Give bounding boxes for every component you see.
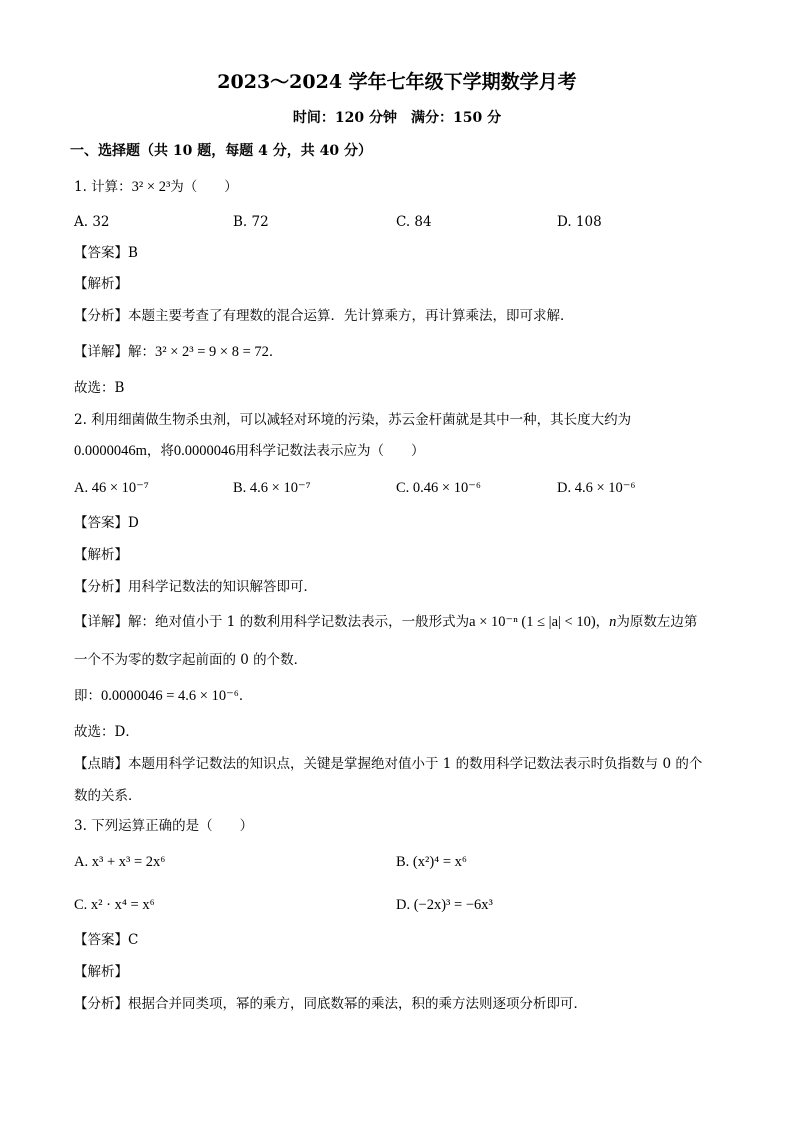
q2-ji-expression: 0.0000046 = 4.6 × 10⁻⁶ xyxy=(101,688,239,704)
q1-answer: 【答案】B xyxy=(74,245,138,261)
q2-detail-expression: a × 10⁻ⁿ (1 ≤ |a| < 10) xyxy=(469,614,596,630)
page-subtitle: 时间：120 分钟 满分：150 分 xyxy=(292,110,502,126)
q2-stem-text-d: 用科学记数法表示应为（ ） xyxy=(235,443,425,459)
q3-analysis: 【分析】根据合并同类项，幂的乘方，同底数幂的乘法，积的乘方法则逐项分析即可． xyxy=(74,996,587,1012)
q2-detail-text-c: 为原数左边第 xyxy=(616,614,698,630)
q3-answer: 【答案】C xyxy=(74,932,139,948)
q2-option-a: A. 46 × 10⁻⁷ xyxy=(74,480,149,496)
q2-stem-text-b: ，将 xyxy=(146,443,174,459)
q2-number: 0.0000046 xyxy=(173,443,236,459)
q2-dianjing-line1: 【点睛】本题用科学记数法的知识点，关键是掌握绝对值小于 1 的数用科学记数法表示时负指数与 0 的个 xyxy=(74,756,703,772)
q2-ji xyxy=(74,686,734,706)
q2-choice: 故选：D． xyxy=(74,724,139,740)
q2-option-c: C. 0.46 × 10⁻⁶ xyxy=(396,480,481,496)
q1-choice: 故选：B xyxy=(74,380,125,396)
question-1-stem xyxy=(74,177,734,197)
q2-detail-line2: 一个不为零的数字起前面的 0 的个数． xyxy=(74,652,308,668)
q1-option-c: C. 84 xyxy=(396,214,432,230)
q2-option-b: B. 4.6 × 10⁻⁷ xyxy=(233,480,311,496)
q2-ji-suffix: ． xyxy=(238,688,253,704)
q2-analysis: 【分析】用科学记数法的知识解答即可． xyxy=(74,579,317,595)
question-2-stem-line2 xyxy=(74,441,734,461)
q3-option-d: D. (−2x)³ = −6x³ xyxy=(396,897,493,913)
q1-option-b: B. 72 xyxy=(233,214,269,230)
q2-length-value: 0.0000046m xyxy=(74,443,147,459)
q1-detail xyxy=(74,342,734,362)
q2-detail-text-b: ， xyxy=(595,614,610,630)
q1-detail-suffix: ． xyxy=(268,344,283,360)
q3-jiexi-label: 【解析】 xyxy=(74,964,128,980)
q3-option-c: C. x² · x⁴ = x⁶ xyxy=(74,897,155,913)
q1-detail-prefix: 【详解】解： xyxy=(74,344,155,360)
q2-jiexi-label: 【解析】 xyxy=(74,547,128,563)
q2-detail-n: n xyxy=(609,614,617,630)
q1-option-d: D. 108 xyxy=(557,214,602,230)
question-3-stem: 3. 下列运算正确的是（ ） xyxy=(74,818,254,834)
q2-detail-text-a: 【详解】解：绝对值小于 1 的数利用科学记数法表示，一般形式为 xyxy=(74,614,470,630)
q2-ji-prefix: 即： xyxy=(74,688,101,704)
q2-dianjing-line2: 数的关系． xyxy=(74,788,142,804)
question-2-stem-line1: 2. 利用细菌做生物杀虫剂，可以减轻对环境的污染，苏云金杆菌就是其中一种，其长度大约为 xyxy=(74,412,632,428)
q1-stem-prefix: 1. 计算： xyxy=(74,179,132,195)
q1-analysis: 【分析】本题主要考查了有理数的混合运算．先计算乘方，再计算乘法，即可求解． xyxy=(74,308,574,324)
q1-option-a: A. 32 xyxy=(74,214,110,230)
q2-detail-line1 xyxy=(74,612,734,632)
q2-answer: 【答案】D xyxy=(74,515,139,531)
q1-expression: 3² × 2³ xyxy=(131,179,171,195)
q1-jiexi-label: 【解析】 xyxy=(74,276,128,292)
page-title: 2023～2024 学年七年级下学期数学月考 xyxy=(217,71,577,93)
q2-option-d: D. 4.6 × 10⁻⁶ xyxy=(557,480,636,496)
q3-option-a: A. x³ + x³ = 2x⁶ xyxy=(74,854,166,870)
section-heading: 一、选择题（共 10 题，每题 4 分，共 40 分） xyxy=(70,143,372,159)
q3-option-b: B. (x²)⁴ = x⁶ xyxy=(396,854,467,870)
q1-stem-suffix: 为（ ） xyxy=(170,179,238,195)
q1-detail-expression: 3² × 2³ = 9 × 8 = 72 xyxy=(155,344,269,360)
